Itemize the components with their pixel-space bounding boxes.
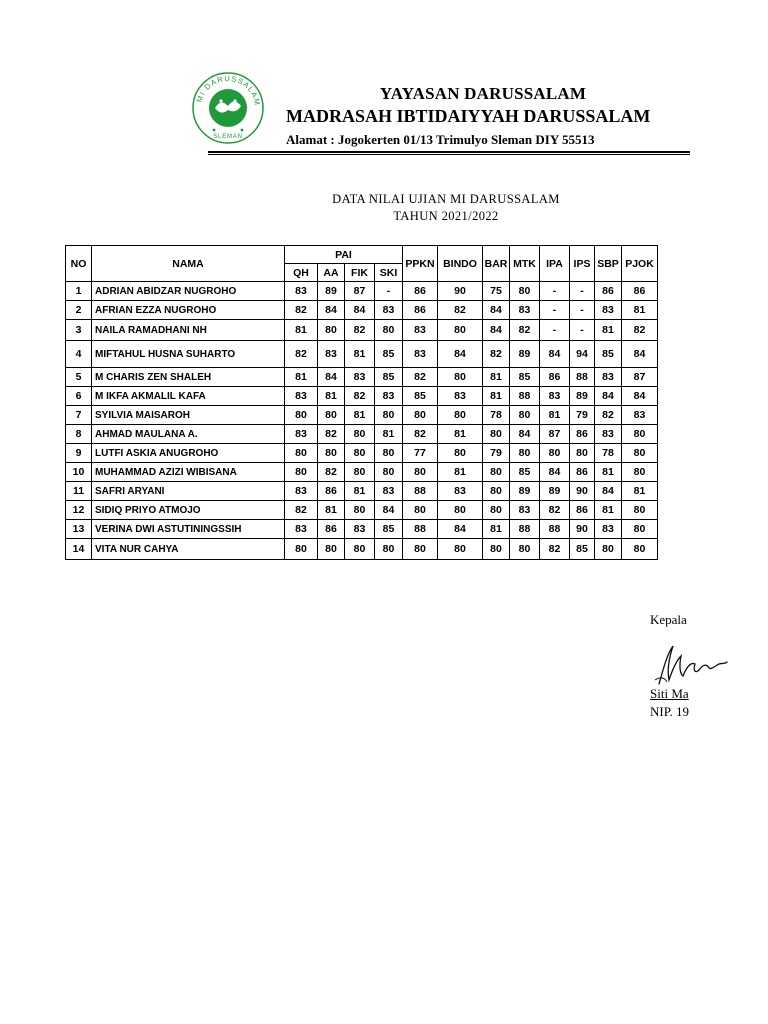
- grade-cell: 80: [540, 444, 570, 463]
- grade-cell: 84: [483, 320, 510, 341]
- grade-cell: 80: [483, 463, 510, 482]
- grade-cell: 80: [403, 539, 438, 560]
- row-number: 4: [66, 341, 92, 368]
- grade-cell: 90: [570, 482, 595, 501]
- grade-cell: 83: [403, 320, 438, 341]
- grade-cell: 82: [345, 320, 375, 341]
- grade-cell: 81: [345, 341, 375, 368]
- grade-cell: 84: [318, 368, 345, 387]
- student-name: M IKFA AKMALIL KAFA: [92, 387, 285, 406]
- table-row: [66, 301, 658, 320]
- grade-cell: 83: [345, 368, 375, 387]
- grade-cell: 80: [285, 539, 318, 560]
- grade-cell: 83: [375, 387, 403, 406]
- letterhead-rule-thin: [208, 154, 690, 155]
- grade-cell: 80: [285, 406, 318, 425]
- grade-cell: 87: [622, 368, 658, 387]
- grade-cell: 81: [595, 320, 622, 341]
- student-name: LUTFI ASKIA ANUGROHO: [92, 444, 285, 463]
- grade-cell: 80: [285, 444, 318, 463]
- grade-cell: 80: [403, 501, 438, 520]
- grade-cell: 80: [375, 463, 403, 482]
- grade-cell: 86: [403, 282, 438, 301]
- grade-cell: 81: [318, 501, 345, 520]
- grade-cell: 84: [438, 520, 483, 539]
- grade-cell: 78: [483, 406, 510, 425]
- grade-cell: 80: [403, 463, 438, 482]
- grade-cell: 86: [570, 425, 595, 444]
- row-number: 2: [66, 301, 92, 320]
- grade-cell: 84: [622, 387, 658, 406]
- grade-cell: 80: [622, 539, 658, 560]
- grade-cell: 89: [510, 482, 540, 501]
- header-nama: NAMA: [92, 246, 285, 282]
- grade-cell: 83: [345, 520, 375, 539]
- table-row: [66, 341, 658, 368]
- student-name: VITA NUR CAHYA: [92, 539, 285, 560]
- grade-cell: 80: [510, 282, 540, 301]
- grade-cell: 80: [483, 539, 510, 560]
- grade-cell: -: [540, 320, 570, 341]
- grade-cell: 80: [318, 320, 345, 341]
- grade-cell: 81: [622, 482, 658, 501]
- grade-cell: 86: [318, 482, 345, 501]
- grade-cell: 88: [570, 368, 595, 387]
- header-subject: MTK: [510, 246, 540, 282]
- grade-cell: 86: [540, 368, 570, 387]
- header-subject: IPS: [570, 246, 595, 282]
- grade-cell: 84: [540, 463, 570, 482]
- grade-cell: -: [570, 282, 595, 301]
- grade-cell: 84: [345, 301, 375, 320]
- table-row: [66, 520, 658, 539]
- grade-cell: 82: [510, 320, 540, 341]
- row-number: 5: [66, 368, 92, 387]
- table-row: [66, 320, 658, 341]
- table-row: [66, 282, 658, 301]
- header-subject: IPA: [540, 246, 570, 282]
- grade-cell: 80: [483, 501, 510, 520]
- grade-cell: 81: [595, 463, 622, 482]
- grade-cell: 81: [595, 501, 622, 520]
- grade-cell: 80: [595, 539, 622, 560]
- grade-cell: 81: [483, 387, 510, 406]
- grade-cell: 82: [285, 341, 318, 368]
- row-number: 7: [66, 406, 92, 425]
- logo-bottom-text: SLEMAN: [213, 134, 243, 140]
- school-logo: [190, 70, 266, 146]
- header-subject: BINDO: [438, 246, 483, 282]
- student-name: M CHARIS ZEN SHALEH: [92, 368, 285, 387]
- grade-cell: 83: [595, 368, 622, 387]
- student-name: ADRIAN ABIDZAR NUGROHO: [92, 282, 285, 301]
- grade-cell: 84: [375, 501, 403, 520]
- grade-cell: 82: [540, 501, 570, 520]
- grade-cell: 82: [595, 406, 622, 425]
- grade-cell: 80: [375, 539, 403, 560]
- header-pai: PAI: [285, 246, 403, 264]
- header-pai-sub: SKI: [375, 264, 403, 282]
- grade-cell: 80: [510, 406, 540, 425]
- grade-cell: 81: [375, 425, 403, 444]
- grade-cell: 81: [622, 301, 658, 320]
- grade-cell: 86: [403, 301, 438, 320]
- student-name: MIFTAHUL HUSNA SUHARTO: [92, 341, 285, 368]
- grade-cell: 84: [622, 341, 658, 368]
- grade-cell: 82: [285, 501, 318, 520]
- student-name: MUHAMMAD AZIZI WIBISANA: [92, 463, 285, 482]
- signer-name: Siti Ma: [650, 686, 689, 701]
- grade-cell: 89: [318, 282, 345, 301]
- grade-cell: -: [570, 320, 595, 341]
- student-name: VERINA DWI ASTUTININGSSIH: [92, 520, 285, 539]
- grade-cell: 80: [438, 368, 483, 387]
- grade-cell: 80: [285, 463, 318, 482]
- grade-cell: 80: [622, 444, 658, 463]
- row-number: 1: [66, 282, 92, 301]
- grade-cell: 83: [540, 387, 570, 406]
- grade-cell: 80: [318, 444, 345, 463]
- row-number: 11: [66, 482, 92, 501]
- grade-cell: 83: [595, 425, 622, 444]
- grade-cell: 89: [540, 482, 570, 501]
- grade-cell: 86: [622, 282, 658, 301]
- header-subject: PJOK: [622, 246, 658, 282]
- grade-cell: 80: [345, 425, 375, 444]
- row-number: 13: [66, 520, 92, 539]
- row-number: 3: [66, 320, 92, 341]
- grade-cell: 83: [285, 482, 318, 501]
- grade-cell: 83: [285, 520, 318, 539]
- grade-cell: 81: [285, 320, 318, 341]
- table-row: [66, 406, 658, 425]
- grade-cell: 85: [375, 341, 403, 368]
- grade-cell: 83: [510, 301, 540, 320]
- grade-cell: -: [570, 301, 595, 320]
- student-name: SIDIQ PRIYO ATMOJO: [92, 501, 285, 520]
- grade-cell: 88: [540, 520, 570, 539]
- grade-cell: 82: [345, 387, 375, 406]
- student-name: AHMAD MAULANA A.: [92, 425, 285, 444]
- grade-cell: 80: [510, 539, 540, 560]
- grade-cell: 83: [595, 301, 622, 320]
- grade-cell: -: [540, 282, 570, 301]
- grade-cell: 83: [285, 425, 318, 444]
- grade-cell: 85: [375, 520, 403, 539]
- grade-cell: 88: [510, 520, 540, 539]
- signature-role: Kepala: [650, 612, 687, 627]
- grade-cell: 81: [438, 463, 483, 482]
- student-name: AFRIAN EZZA NUGROHO: [92, 301, 285, 320]
- grade-cell: 83: [285, 282, 318, 301]
- org-name: YAYASAN DARUSSALAM: [379, 84, 587, 103]
- header-pai-sub: QH: [285, 264, 318, 282]
- table-row: [66, 444, 658, 463]
- grade-cell: 81: [285, 368, 318, 387]
- grade-cell: 85: [403, 387, 438, 406]
- grade-cell: 80: [622, 425, 658, 444]
- grade-cell: 85: [595, 341, 622, 368]
- grade-cell: 90: [438, 282, 483, 301]
- grade-cell: 84: [438, 341, 483, 368]
- grade-cell: 80: [438, 444, 483, 463]
- document-title: DATA NILAI UJIAN MI DARUSSALAM: [332, 192, 560, 206]
- grade-cell: 82: [540, 539, 570, 560]
- grade-cell: 83: [622, 406, 658, 425]
- grade-cell: 80: [438, 501, 483, 520]
- grade-cell: 83: [403, 341, 438, 368]
- grade-cell: 85: [510, 463, 540, 482]
- grade-cell: 82: [285, 301, 318, 320]
- grade-cell: 83: [375, 482, 403, 501]
- row-number: 8: [66, 425, 92, 444]
- grade-cell: -: [540, 301, 570, 320]
- grade-cell: 84: [483, 301, 510, 320]
- row-number: 12: [66, 501, 92, 520]
- grade-cell: 80: [510, 444, 540, 463]
- grade-cell: 83: [318, 341, 345, 368]
- table-row: [66, 368, 658, 387]
- grade-cell: 84: [595, 482, 622, 501]
- header-subject: PPKN: [403, 246, 438, 282]
- grade-cell: 86: [595, 282, 622, 301]
- table-row: [66, 387, 658, 406]
- grade-cell: 94: [570, 341, 595, 368]
- grade-cell: 79: [570, 406, 595, 425]
- grade-cell: 80: [345, 444, 375, 463]
- grade-cell: 82: [622, 320, 658, 341]
- letterhead: [270, 84, 690, 148]
- letterhead-rule: [208, 151, 690, 153]
- grade-cell: 80: [483, 425, 510, 444]
- grades-table: [65, 245, 658, 560]
- grade-cell: 89: [570, 387, 595, 406]
- grade-cell: 80: [318, 406, 345, 425]
- grade-cell: 82: [318, 425, 345, 444]
- grade-cell: 88: [403, 520, 438, 539]
- school-address: Alamat : Jogokerten 01/13 Trimulyo Sleman DIY 55513: [286, 132, 595, 147]
- grade-cell: 82: [403, 368, 438, 387]
- grade-cell: 83: [285, 387, 318, 406]
- grade-cell: 84: [595, 387, 622, 406]
- grade-cell: 80: [622, 520, 658, 539]
- grade-cell: 90: [570, 520, 595, 539]
- grade-cell: 80: [375, 406, 403, 425]
- logo-ring-text: MI DARUSSALAM: [194, 73, 263, 107]
- grade-cell: 82: [318, 463, 345, 482]
- grade-cell: 85: [570, 539, 595, 560]
- grade-cell: 80: [403, 406, 438, 425]
- grade-cell: 80: [438, 539, 483, 560]
- grade-cell: 88: [510, 387, 540, 406]
- grade-cell: 80: [345, 501, 375, 520]
- grade-cell: 83: [595, 520, 622, 539]
- grade-cell: 80: [622, 501, 658, 520]
- table-row: [66, 501, 658, 520]
- grade-cell: 81: [483, 520, 510, 539]
- grade-cell: 80: [318, 539, 345, 560]
- header-pai-sub: FIK: [345, 264, 375, 282]
- grade-cell: 80: [375, 444, 403, 463]
- grade-cell: 79: [483, 444, 510, 463]
- grade-cell: 84: [540, 341, 570, 368]
- document-year: TAHUN 2021/2022: [393, 209, 499, 223]
- school-name: MADRASAH IBTIDAIYYAH DARUSSALAM: [286, 106, 651, 126]
- grade-cell: 81: [540, 406, 570, 425]
- grade-cell: 86: [570, 463, 595, 482]
- grade-cell: 87: [540, 425, 570, 444]
- grade-cell: 77: [403, 444, 438, 463]
- signer-nip: NIP. 19: [650, 704, 690, 719]
- table-row: [66, 463, 658, 482]
- grade-cell: 80: [570, 444, 595, 463]
- grade-cell: 82: [438, 301, 483, 320]
- grade-cell: 80: [345, 539, 375, 560]
- student-name: SYILVIA MAISAROH: [92, 406, 285, 425]
- grades-body: [66, 282, 658, 560]
- header-subject: SBP: [595, 246, 622, 282]
- grade-cell: 83: [510, 501, 540, 520]
- grade-cell: 80: [438, 320, 483, 341]
- header-no: NO: [66, 246, 92, 282]
- row-number: 6: [66, 387, 92, 406]
- row-number: 9: [66, 444, 92, 463]
- student-name: SAFRI ARYANI: [92, 482, 285, 501]
- row-number: 14: [66, 539, 92, 560]
- grade-cell: 83: [438, 387, 483, 406]
- grade-cell: 81: [483, 368, 510, 387]
- grade-cell: 86: [570, 501, 595, 520]
- grade-cell: 84: [318, 301, 345, 320]
- grade-cell: 75: [483, 282, 510, 301]
- grade-cell: 81: [345, 406, 375, 425]
- grade-cell: 80: [483, 482, 510, 501]
- grade-cell: 80: [438, 406, 483, 425]
- table-row: [66, 539, 658, 560]
- grade-cell: 81: [345, 482, 375, 501]
- header-subject: BAR: [483, 246, 510, 282]
- table-row: [66, 425, 658, 444]
- grade-cell: 83: [438, 482, 483, 501]
- student-name: NAILA RAMADHANI NH: [92, 320, 285, 341]
- grade-cell: 87: [345, 282, 375, 301]
- grade-cell: 80: [345, 463, 375, 482]
- grade-cell: 85: [510, 368, 540, 387]
- grade-cell: 85: [375, 368, 403, 387]
- grade-cell: 78: [595, 444, 622, 463]
- grade-cell: 83: [375, 301, 403, 320]
- grade-cell: 80: [622, 463, 658, 482]
- grade-cell: 80: [375, 320, 403, 341]
- grade-cell: 81: [438, 425, 483, 444]
- table-row: [66, 482, 658, 501]
- grade-cell: 86: [318, 520, 345, 539]
- handwritten-signature: [653, 640, 728, 688]
- grade-cell: 89: [510, 341, 540, 368]
- grade-cell: 81: [318, 387, 345, 406]
- logo-dots: [213, 129, 244, 132]
- grade-cell: -: [375, 282, 403, 301]
- header-pai-sub: AA: [318, 264, 345, 282]
- grade-cell: 88: [403, 482, 438, 501]
- grade-cell: 84: [510, 425, 540, 444]
- grade-cell: 82: [483, 341, 510, 368]
- grade-cell: 82: [403, 425, 438, 444]
- row-number: 10: [66, 463, 92, 482]
